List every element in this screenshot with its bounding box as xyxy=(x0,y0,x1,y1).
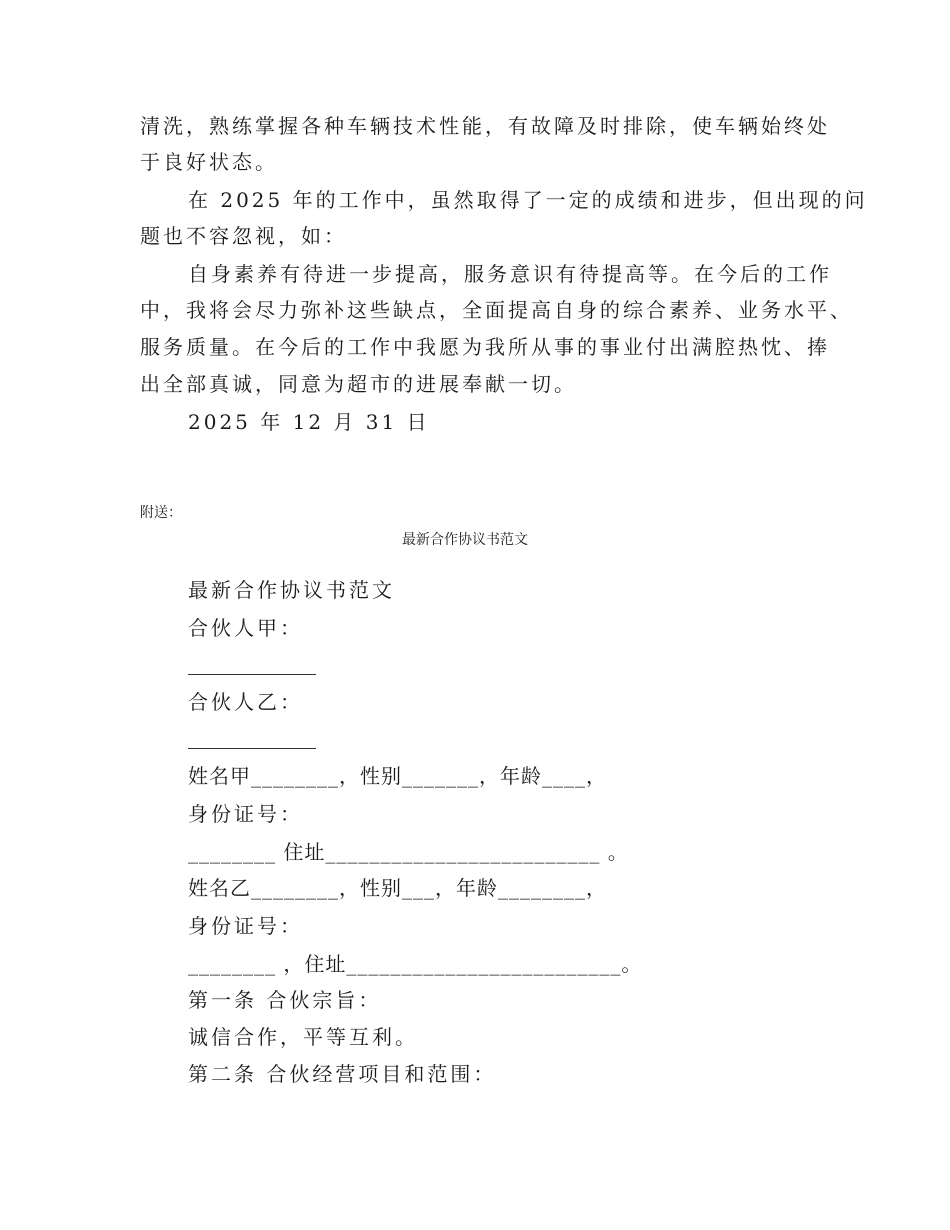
intro-line-6: 中，我将会尽力弥补这些缺点，全面提高自身的综合素养、业务水平、 xyxy=(140,298,853,322)
id-b-label: 身份证号： xyxy=(188,914,303,938)
partner-b-label: 合伙人乙： xyxy=(188,690,303,714)
intro-line-4: 题也不容忽视，如： xyxy=(140,224,347,248)
article-1-text: 诚信合作，平等互利。 xyxy=(188,1025,418,1049)
name-b-line: 姓名乙________，性别___，年龄________， xyxy=(188,876,607,900)
address-b-line: ________ ，住址_________________________。 xyxy=(188,952,643,976)
intro-line-7: 服务质量。在今后的工作中我愿为我所从事的事业付出满腔热忱、捧 xyxy=(140,335,830,359)
address-a-line: ________ 住址_________________________ 。 xyxy=(188,840,629,864)
id-a-label: 身份证号： xyxy=(188,802,303,826)
partner-a-label: 合伙人甲： xyxy=(188,616,303,640)
intro-line-8: 出全部真诚，同意为超市的进展奉献一切。 xyxy=(140,372,577,396)
appendix-heading: 最新合作协议书范文 xyxy=(402,532,528,548)
intro-line-3: 在 2025 年的工作中，虽然取得了一定的成绩和进步，但出现的问 xyxy=(188,188,868,212)
intro-date: 2025 年 12 月 31 日 xyxy=(188,410,430,434)
intro-line-5: 自身素养有待进一步提高，服务意识有待提高等。在今后的工作 xyxy=(188,262,832,286)
intro-line-1: 清洗，熟练掌握各种车辆技术性能，有故障及时排除，使车辆始终处 xyxy=(140,114,830,138)
partner-a-blank xyxy=(188,674,316,675)
contract-title: 最新合作协议书范文 xyxy=(188,578,395,602)
partner-b-blank xyxy=(188,748,316,749)
article-1-heading: 第一条 合伙宗旨： xyxy=(188,988,382,1012)
name-a-line: 姓名甲________，性别_______，年龄____， xyxy=(188,764,607,788)
intro-line-2: 于良好状态。 xyxy=(140,150,278,174)
appendix-label: 附送： xyxy=(140,505,182,521)
article-2-heading: 第二条 合伙经营项目和范围： xyxy=(188,1062,497,1086)
